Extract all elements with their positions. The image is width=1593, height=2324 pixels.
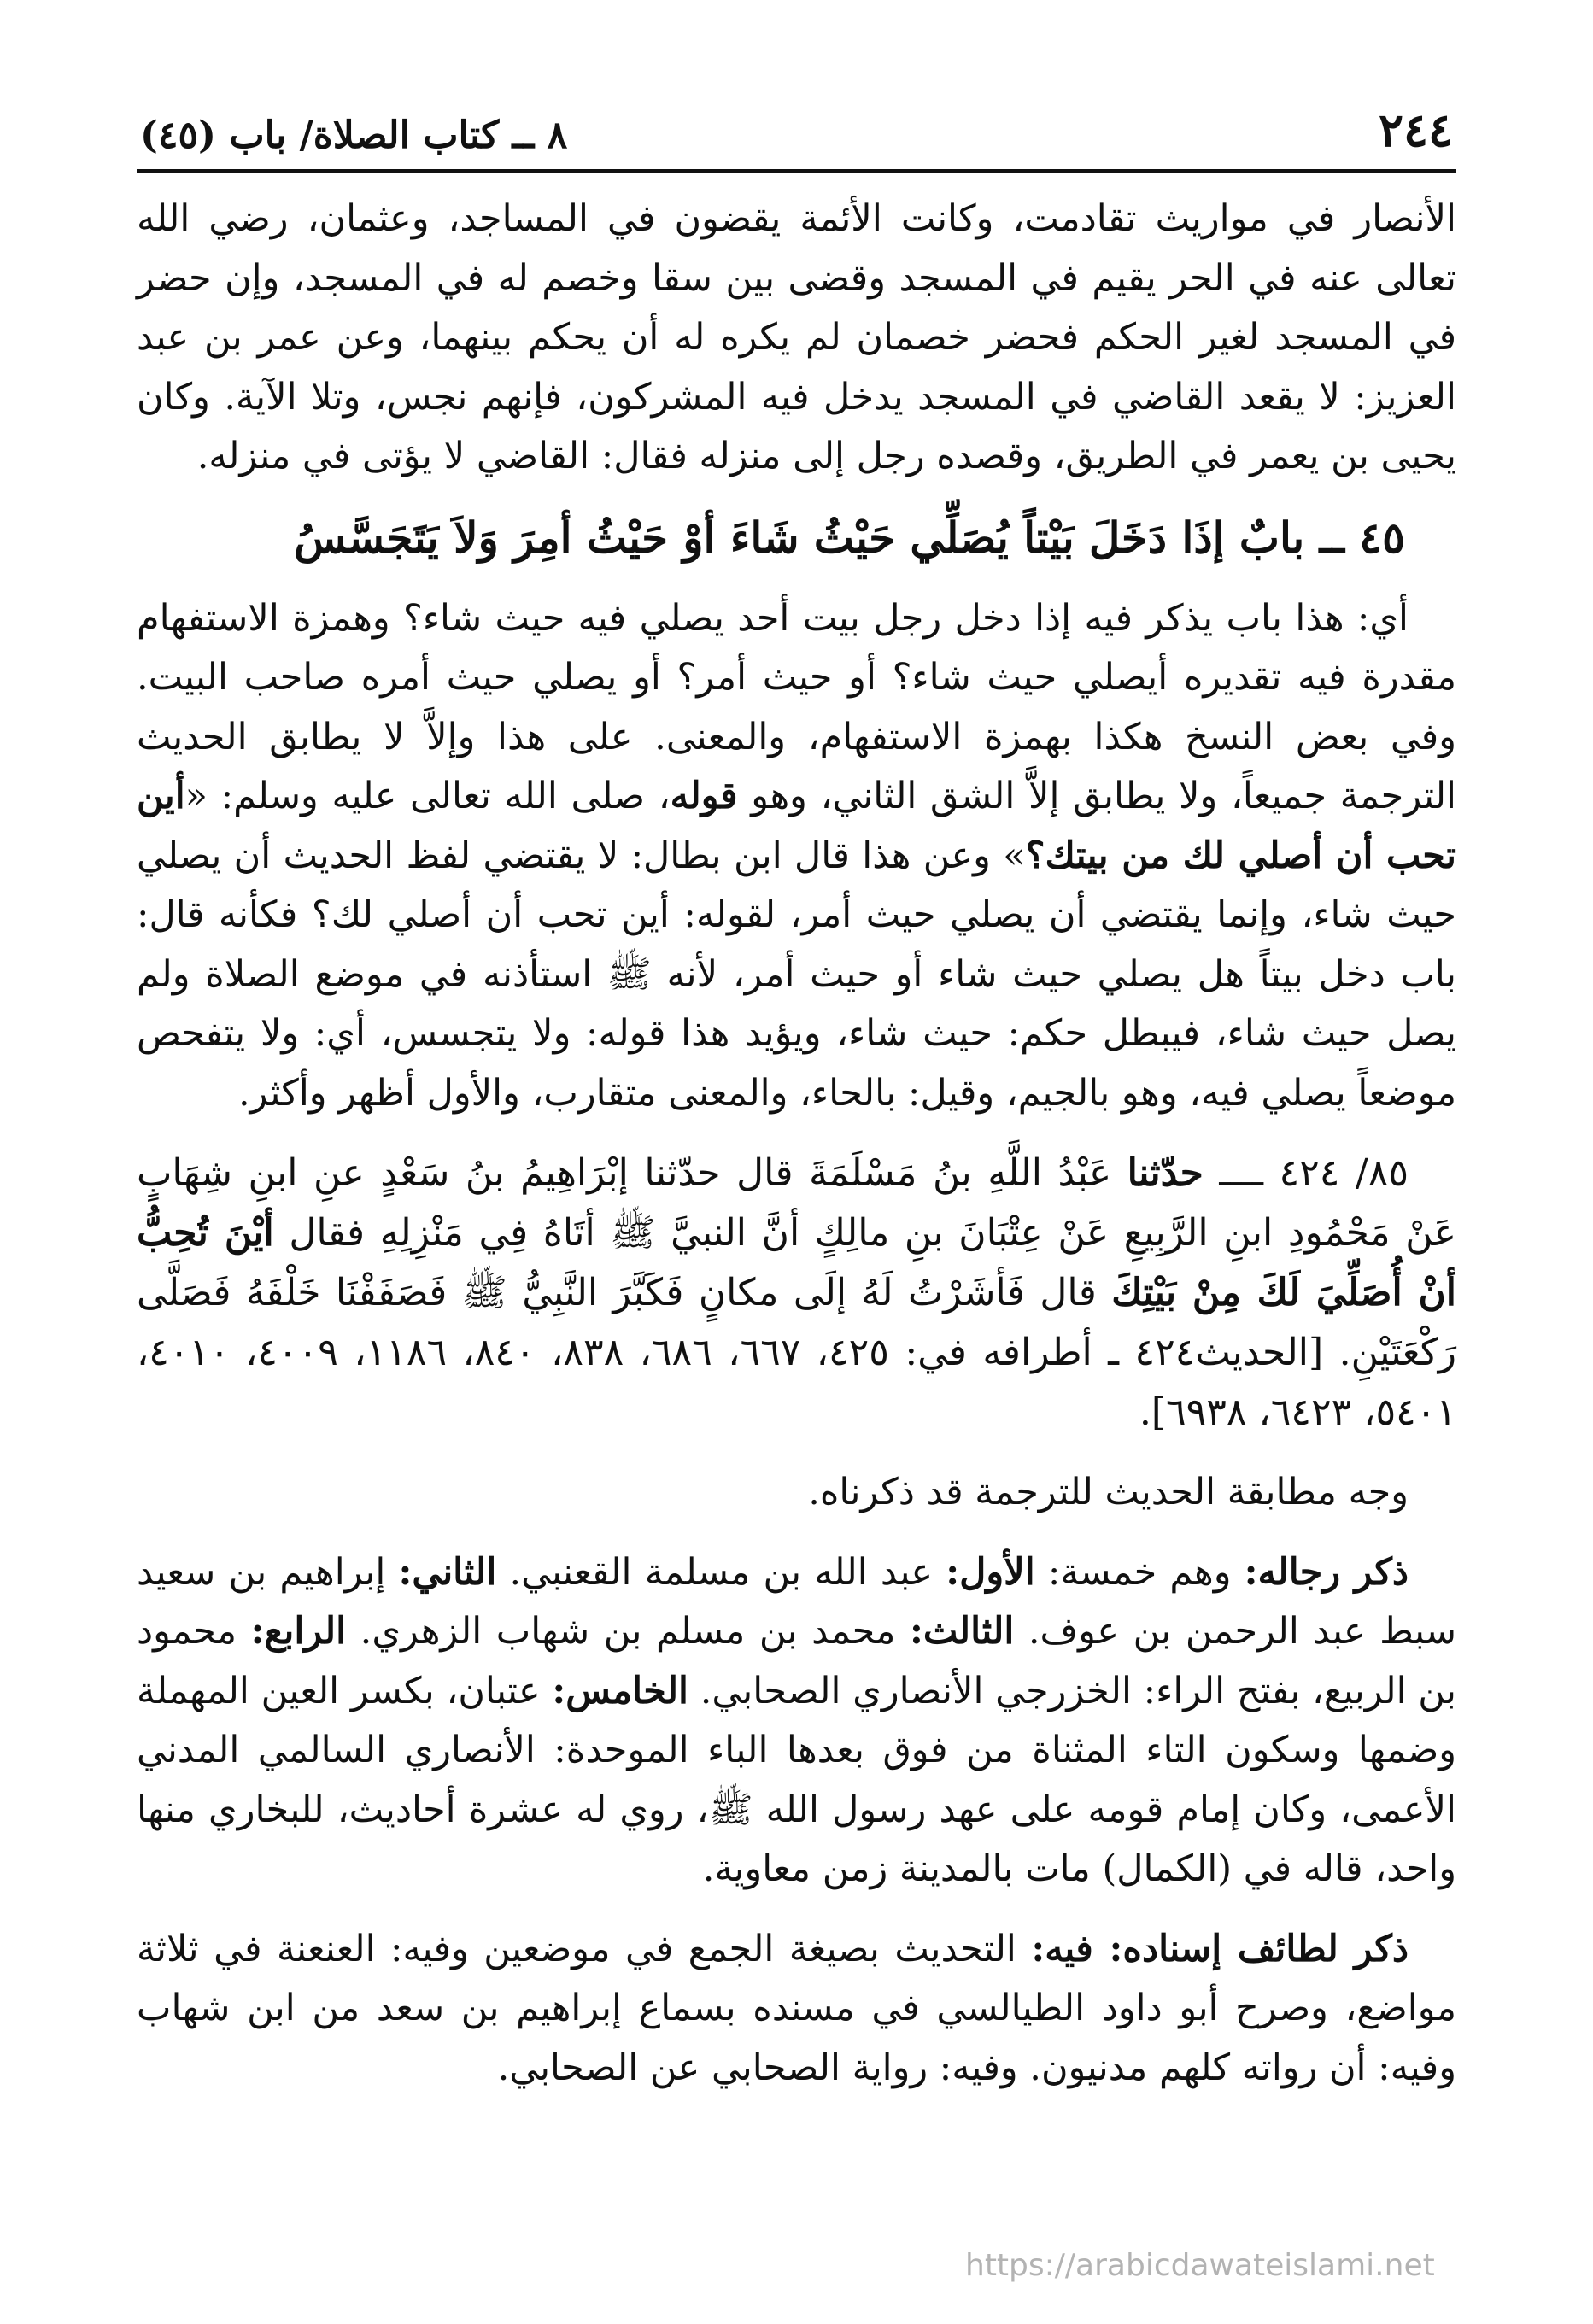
text-span: عتبان، بكسر العين المهملة وضمها وسكون التاء المثناة من فوق بعدها الباء الموحدة: الأنصاري السالمي المدني الأعمى، وكان إمام قومه على عهد رسول الله ﷺ، روي له عشرة أحاديث، للبخاري منها واحد، قاله في (الكمال) مات بالمدينة زمن معاوية. bbox=[137, 1669, 1456, 1890]
bold-span: ذكر لطائف إسناده: فيه: bbox=[1031, 1927, 1409, 1970]
bold-span: الثاني: bbox=[398, 1550, 497, 1594]
text-span: محمود بن الربيع، بفتح الراء: الخزرجي الأنصاري الصحابي. bbox=[137, 1610, 1456, 1712]
page-number: ٢٤٤ bbox=[1378, 102, 1453, 157]
paragraph-5 bbox=[137, 1920, 1456, 2099]
chapter-heading: ٤٥ ــ بابٌ إذَا دَخَلَ بَيْتاً يُصَلِّي حَيْثُ شَاءَ أوْ حَيْثُ أمِرَ وَلاَ يَتَجَسَّسُ bbox=[294, 512, 1405, 563]
text-span: التحديث بصيغة الجمع في موضعين وفيه: العنعنة في ثلاثة مواضع، وصرح أبو داود الطيالسي في مسنده بسماع إبراهيم بن سعد من ابن شهاب وفيه: أن رواته كلهم مدنيون. وفيه: رواية الصحابي عن الصحابي. bbox=[137, 1927, 1456, 2089]
hadith-paragraph bbox=[137, 1144, 1456, 1443]
bold-span: الخامس: bbox=[552, 1669, 688, 1712]
bold-span: أين تحب أن أصلي لك من بيتك؟ bbox=[137, 775, 1456, 877]
text-span: أي: هذا باب يذكر فيه إذا دخل رجل بيت أحد يصلي فيه حيث شاء؟ وهمزة الاستفهام مقدرة فيه تقديره أيصلي حيث شاء؟ أو حيث أمر؟ أو يصلي حيث أمره صاحب البيت. وفي بعض النسخ هكذا بهمزة الاستفهام، والمعنى. على هذا وإلاَّ لا يطابق الحديث الترجمة جميعاً، ولا يطابق إلاَّ الشق الثاني، وهو bbox=[137, 596, 1456, 817]
bold-span: قوله bbox=[670, 775, 738, 817]
watermark: https://arabicdawateislami.net bbox=[965, 2248, 1435, 2283]
text-span: » وعن هذا قال ابن بطال: لا يقتضي لفظ الحديث أن يصلي حيث شاء، وإنما يقتضي أن يصلي حيث أمر، لقوله: أين تحب أن أصلي لك؟ فكأنه قال: باب دخل بيتاً هل يصلي حيث شاء أو حيث أمر، لأنه ﷺ استأذنه في موضع الصلاة ولم يصل حيث شاء، فيبطل حكم: حيث شاء، ويؤيد هذا قوله: ولا يتجسس، أي: ولا يتفحص موضعاً يصلي فيه، وهو بالجيم، وقيل: بالحاء، والمعنى متقارب، والأول أظهر وأكثر. bbox=[137, 834, 1456, 1115]
page-header bbox=[137, 102, 1456, 169]
bold-span: الثالث: bbox=[909, 1610, 1015, 1653]
text-span: عبد الله بن مسلمة القعنبي. bbox=[496, 1550, 946, 1594]
paragraph-4 bbox=[137, 1543, 1456, 1900]
bold-span: الأول: bbox=[946, 1550, 1035, 1594]
text-span: عَبْدُ اللَّهِ بنُ مَسْلَمَةَ قال حدّثنا إبْرَاهِيمُ بنُ سَعْدٍ عنِ ابنِ شِهَابٍ عَنْ مَحْمُودِ ابنِ الرَّبِيعِ عَنْ عِتْبَانَ بنِ مالِكٍ أنَّ النبيَّ ﷺ أتَاهُ فِي مَنْزِلِهِ فقال bbox=[137, 1151, 1456, 1255]
bold-span: ذكر رجاله: bbox=[1244, 1550, 1409, 1594]
paragraph-2 bbox=[137, 589, 1456, 1124]
text-span: قال فَأشَرْتُ لَهُ إلَى مكانٍ فَكَبَّرَ النَّبِيُّ ﷺ فَصَفَفْنَا خَلْفَهُ فَصَلَّى رَكْعَتَيْنِ. [الحديث٤٢٤ ـ أطرافه في: ٤٢٥، ٦٦٧، ٦٨٦، ٨٣٨، ٨٤٠، ١١٨٦، ٤٠٠٩، ٤٠١٠، ٥٤٠١، ٦٤٢٣، ٦٩٣٨]. bbox=[137, 1271, 1457, 1434]
header-rule bbox=[137, 169, 1456, 173]
bold-span: حدّثنا bbox=[1127, 1151, 1204, 1195]
text-span: ، صلى الله تعالى عليه وسلم: « bbox=[184, 775, 671, 817]
text-span: إبراهيم بن سعيد سبط عبد الرحمن بن عوف. bbox=[137, 1550, 1456, 1653]
hadith-number: ٨٥/ ٤٢٤ ــــ bbox=[1203, 1151, 1409, 1195]
text-span: وهم خمسة: bbox=[1034, 1550, 1245, 1594]
bold-span: أيْنَ تُحِبُّ أنْ أُصَلِّيَ لَكَ مِنْ بَيْتِكَ bbox=[137, 1211, 1456, 1314]
text-span: محمد بن مسلم بن شهاب الزهري. bbox=[346, 1610, 910, 1653]
paragraph-3: وجه مطابقة الحديث للترجمة قد ذكرناه. bbox=[808, 1471, 1409, 1513]
running-title: ٨ ــ كتاب الصلاة/ باب (٤٥) bbox=[140, 114, 568, 157]
bold-span: الرابع: bbox=[250, 1610, 347, 1653]
paragraph-1: الأنصار في مواريث تقادمت، وكانت الأئمة يقضون في المساجد، وعثمان، رضي الله تعالى عنه في الحر يقيم في المسجد وقضى بين سقا وخصم له في المسجد، وإن حضر في المسجد لغير الحكم فحضر خصمان لم يكره له أن يحكم بينهما، وعن عمر بن عبد العزيز: لا يقعد القاضي في المسجد يدخل فيه المشركون، فإنهم نجس، وتلا الآية. وكان يحيى بن يعمر في الطريق، وقصده رجل إلى منزله فقال: القاضي لا يؤتى في منزله. bbox=[137, 197, 1456, 477]
